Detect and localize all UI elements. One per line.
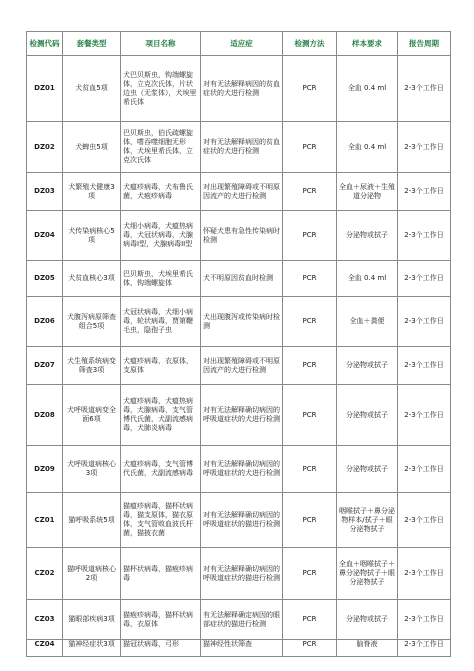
indication-cell: 犬不明原因贫血时检测 — [201, 261, 283, 297]
cycle-cell: 2-3个工作日 — [398, 122, 451, 173]
header-cell: 项目名称 — [121, 32, 201, 56]
table-row — [27, 548, 451, 600]
cycle-cell: 2-3个工作日 — [398, 493, 451, 548]
table-row — [27, 297, 451, 347]
package-cell: 犬贫血核心3项 — [63, 261, 121, 297]
indication-cell: 犬出现腹泻或传染病时检测 — [201, 297, 283, 347]
items-cell: 犬瘟疹病毒，犬布鲁氏菌，犬疱疹病毒 — [121, 173, 201, 211]
items-cell: 犬瘟疹病毒，衣原体，支原体 — [121, 347, 201, 385]
cycle-cell: 2-3个工作日 — [398, 640, 451, 657]
sample-cell: 全血 0.4 ml — [337, 261, 398, 297]
indication-cell: 对有无法解释确切病因的呼吸道症状的猫进行检测 — [201, 493, 283, 548]
table-row — [27, 56, 451, 122]
items-cell: 犬巴贝斯虫，钩端螺旋体，立克次氏体，片状边虫（无浆体），犬埃里希氏体 — [121, 56, 201, 122]
indication-cell: 怀疑犬患有急性传染病时检测 — [201, 211, 283, 261]
cycle-cell: 2-3个工作日 — [398, 297, 451, 347]
sample-cell: 全血 0.4 ml — [337, 122, 398, 173]
method-cell: PCR — [283, 640, 337, 657]
indication-cell: 猫神经性状筛查 — [201, 640, 283, 657]
package-cell: 猫呼吸系统5项 — [63, 493, 121, 548]
code-cell: CZ01 — [27, 493, 63, 548]
header-cell: 样本要求 — [337, 32, 398, 56]
method-cell: PCR — [283, 446, 337, 493]
code-cell: DZ08 — [27, 385, 63, 446]
method-cell: PCR — [283, 211, 337, 261]
method-cell: PCR — [283, 122, 337, 173]
indication-cell: 对有无法解释病因的贫血症状的犬进行检测 — [201, 122, 283, 173]
package-cell: 猫眼部疾病3项 — [63, 600, 121, 640]
sample-cell: 全血＋咽喉拭子＋鼻分泌物拭子＋眼分泌物拭子 — [337, 548, 398, 600]
cycle-cell: 2-3个工作日 — [398, 56, 451, 122]
package-cell: 猫神经症状3项 — [63, 640, 121, 657]
method-cell: PCR — [283, 600, 337, 640]
sample-cell: 分泌物或拭子 — [337, 211, 398, 261]
sample-cell: 分泌物或拭子 — [337, 347, 398, 385]
cycle-cell: 2-3个工作日 — [398, 446, 451, 493]
sample-cell: 咽喉拭子＋鼻分泌物样本/拭子＋眼分泌物拭子 — [337, 493, 398, 548]
table-row — [27, 600, 451, 640]
items-cell: 猫杯状病毒，猫疱疹病毒 — [121, 548, 201, 600]
items-cell: 猫疱疹病毒，猫杯状病毒，衣原体 — [121, 600, 201, 640]
code-cell: DZ02 — [27, 122, 63, 173]
sample-cell: 分泌物或拭子 — [337, 385, 398, 446]
indication-cell: 对有无法解释病因的贫血症状的犬进行检测 — [201, 56, 283, 122]
header-cell: 检测方法 — [283, 32, 337, 56]
table-row — [27, 640, 451, 657]
table-row — [27, 211, 451, 261]
package-cell: 犬腹泻病原筛查组合5项 — [63, 297, 121, 347]
items-cell: 犬瘟疹病毒，犬瘟热病毒，犬腺病毒，支气管博代氏菌，犬副流感病毒，犬肺炎病毒 — [121, 385, 201, 446]
method-cell: PCR — [283, 347, 337, 385]
method-cell: PCR — [283, 297, 337, 347]
table-row — [27, 122, 451, 173]
items-cell: 犬冠状病毒，犬细小病毒，轮状病毒，贾第鞭毛虫，隐孢子虫 — [121, 297, 201, 347]
table-row — [27, 173, 451, 211]
cycle-cell: 2-3个工作日 — [398, 548, 451, 600]
method-cell: PCR — [283, 261, 337, 297]
indication-cell: 对出现繁殖障碍或不明原因流产的犬进行检测 — [201, 347, 283, 385]
package-cell: 犬呼吸道病核心3项 — [63, 446, 121, 493]
header-row — [27, 32, 451, 56]
cycle-cell: 2-3个工作日 — [398, 347, 451, 385]
header-cell: 适应症 — [201, 32, 283, 56]
package-cell: 犬生殖系统病变筛查3项 — [63, 347, 121, 385]
package-cell: 犬传染病核心5项 — [63, 211, 121, 261]
method-cell: PCR — [283, 385, 337, 446]
package-cell: 犬贫血5项 — [63, 56, 121, 122]
code-cell: DZ03 — [27, 173, 63, 211]
package-cell: 猫呼吸道病核心2项 — [63, 548, 121, 600]
package-cell: 犬繁殖犬健康3项 — [63, 173, 121, 211]
cycle-cell: 2-3个工作日 — [398, 173, 451, 211]
table-row — [27, 385, 451, 446]
indication-cell: 对有无法解释确切病因的呼吸道症状的猫进行检测 — [201, 548, 283, 600]
cycle-cell: 2-3个工作日 — [398, 385, 451, 446]
code-cell: DZ04 — [27, 211, 63, 261]
code-cell: DZ06 — [27, 297, 63, 347]
code-cell: DZ05 — [27, 261, 63, 297]
test-package-table — [26, 31, 451, 657]
table-row — [27, 493, 451, 548]
code-cell: CZ03 — [27, 600, 63, 640]
items-cell: 犬瘟疹病毒，支气管博代氏菌，犬副流感病毒 — [121, 446, 201, 493]
code-cell: CZ04 — [27, 640, 63, 657]
code-cell: CZ02 — [27, 548, 63, 600]
package-cell: 犬呼吸道病变全面6项 — [63, 385, 121, 446]
table-row — [27, 347, 451, 385]
indication-cell: 对有无法解释确切病因的呼吸道症状的犬进行检测 — [201, 385, 283, 446]
code-cell: DZ07 — [27, 347, 63, 385]
items-cell: 猫冠状病毒，弓形 — [121, 640, 201, 657]
header-cell: 检测代码 — [27, 32, 63, 56]
sample-cell: 脑脊液 — [337, 640, 398, 657]
indication-cell: 对有无法解释确切病因的呼吸道症状的犬进行检测 — [201, 446, 283, 493]
method-cell: PCR — [283, 493, 337, 548]
table-row — [27, 446, 451, 493]
header-cell: 套餐类型 — [63, 32, 121, 56]
cycle-cell: 2-3个工作日 — [398, 211, 451, 261]
cycle-cell: 2-3个工作日 — [398, 261, 451, 297]
code-cell: DZ09 — [27, 446, 63, 493]
sample-cell: 分泌物或拭子 — [337, 446, 398, 493]
sample-cell: 全血＋尿液＋生殖道分泌物 — [337, 173, 398, 211]
sample-cell: 全血 0.4 ml — [337, 56, 398, 122]
method-cell: PCR — [283, 548, 337, 600]
items-cell: 犬细小病毒，犬瘟热病毒，犬冠状病毒，犬腺病毒I型，犬腺病毒II型 — [121, 211, 201, 261]
cycle-cell: 2-3个工作日 — [398, 600, 451, 640]
items-cell: 巴贝斯虫，犬埃里希氏体，钩端螺旋体 — [121, 261, 201, 297]
table-row — [27, 261, 451, 297]
method-cell: PCR — [283, 173, 337, 211]
package-cell: 犬蜱虫5项 — [63, 122, 121, 173]
method-cell: PCR — [283, 56, 337, 122]
items-cell: 猫瘟疹病毒，猫杯状病毒，猫支原体，猫衣原体，支气管败血波氏杆菌，猫披衣菌 — [121, 493, 201, 548]
header-cell: 报告周期 — [398, 32, 451, 56]
items-cell: 巴贝斯虫，伯氏疏螺旋体，嗜吞噬细胞无形体，犬埃里希氏体，立克次氏体 — [121, 122, 201, 173]
indication-cell: 有无法解释确定病因的眼部症状的猫进行检测 — [201, 600, 283, 640]
code-cell: DZ01 — [27, 56, 63, 122]
indication-cell: 对出现繁殖障碍或不明原因流产的犬进行检测 — [201, 173, 283, 211]
sample-cell: 全血＋粪便 — [337, 297, 398, 347]
sample-cell: 分泌物或拭子 — [337, 600, 398, 640]
